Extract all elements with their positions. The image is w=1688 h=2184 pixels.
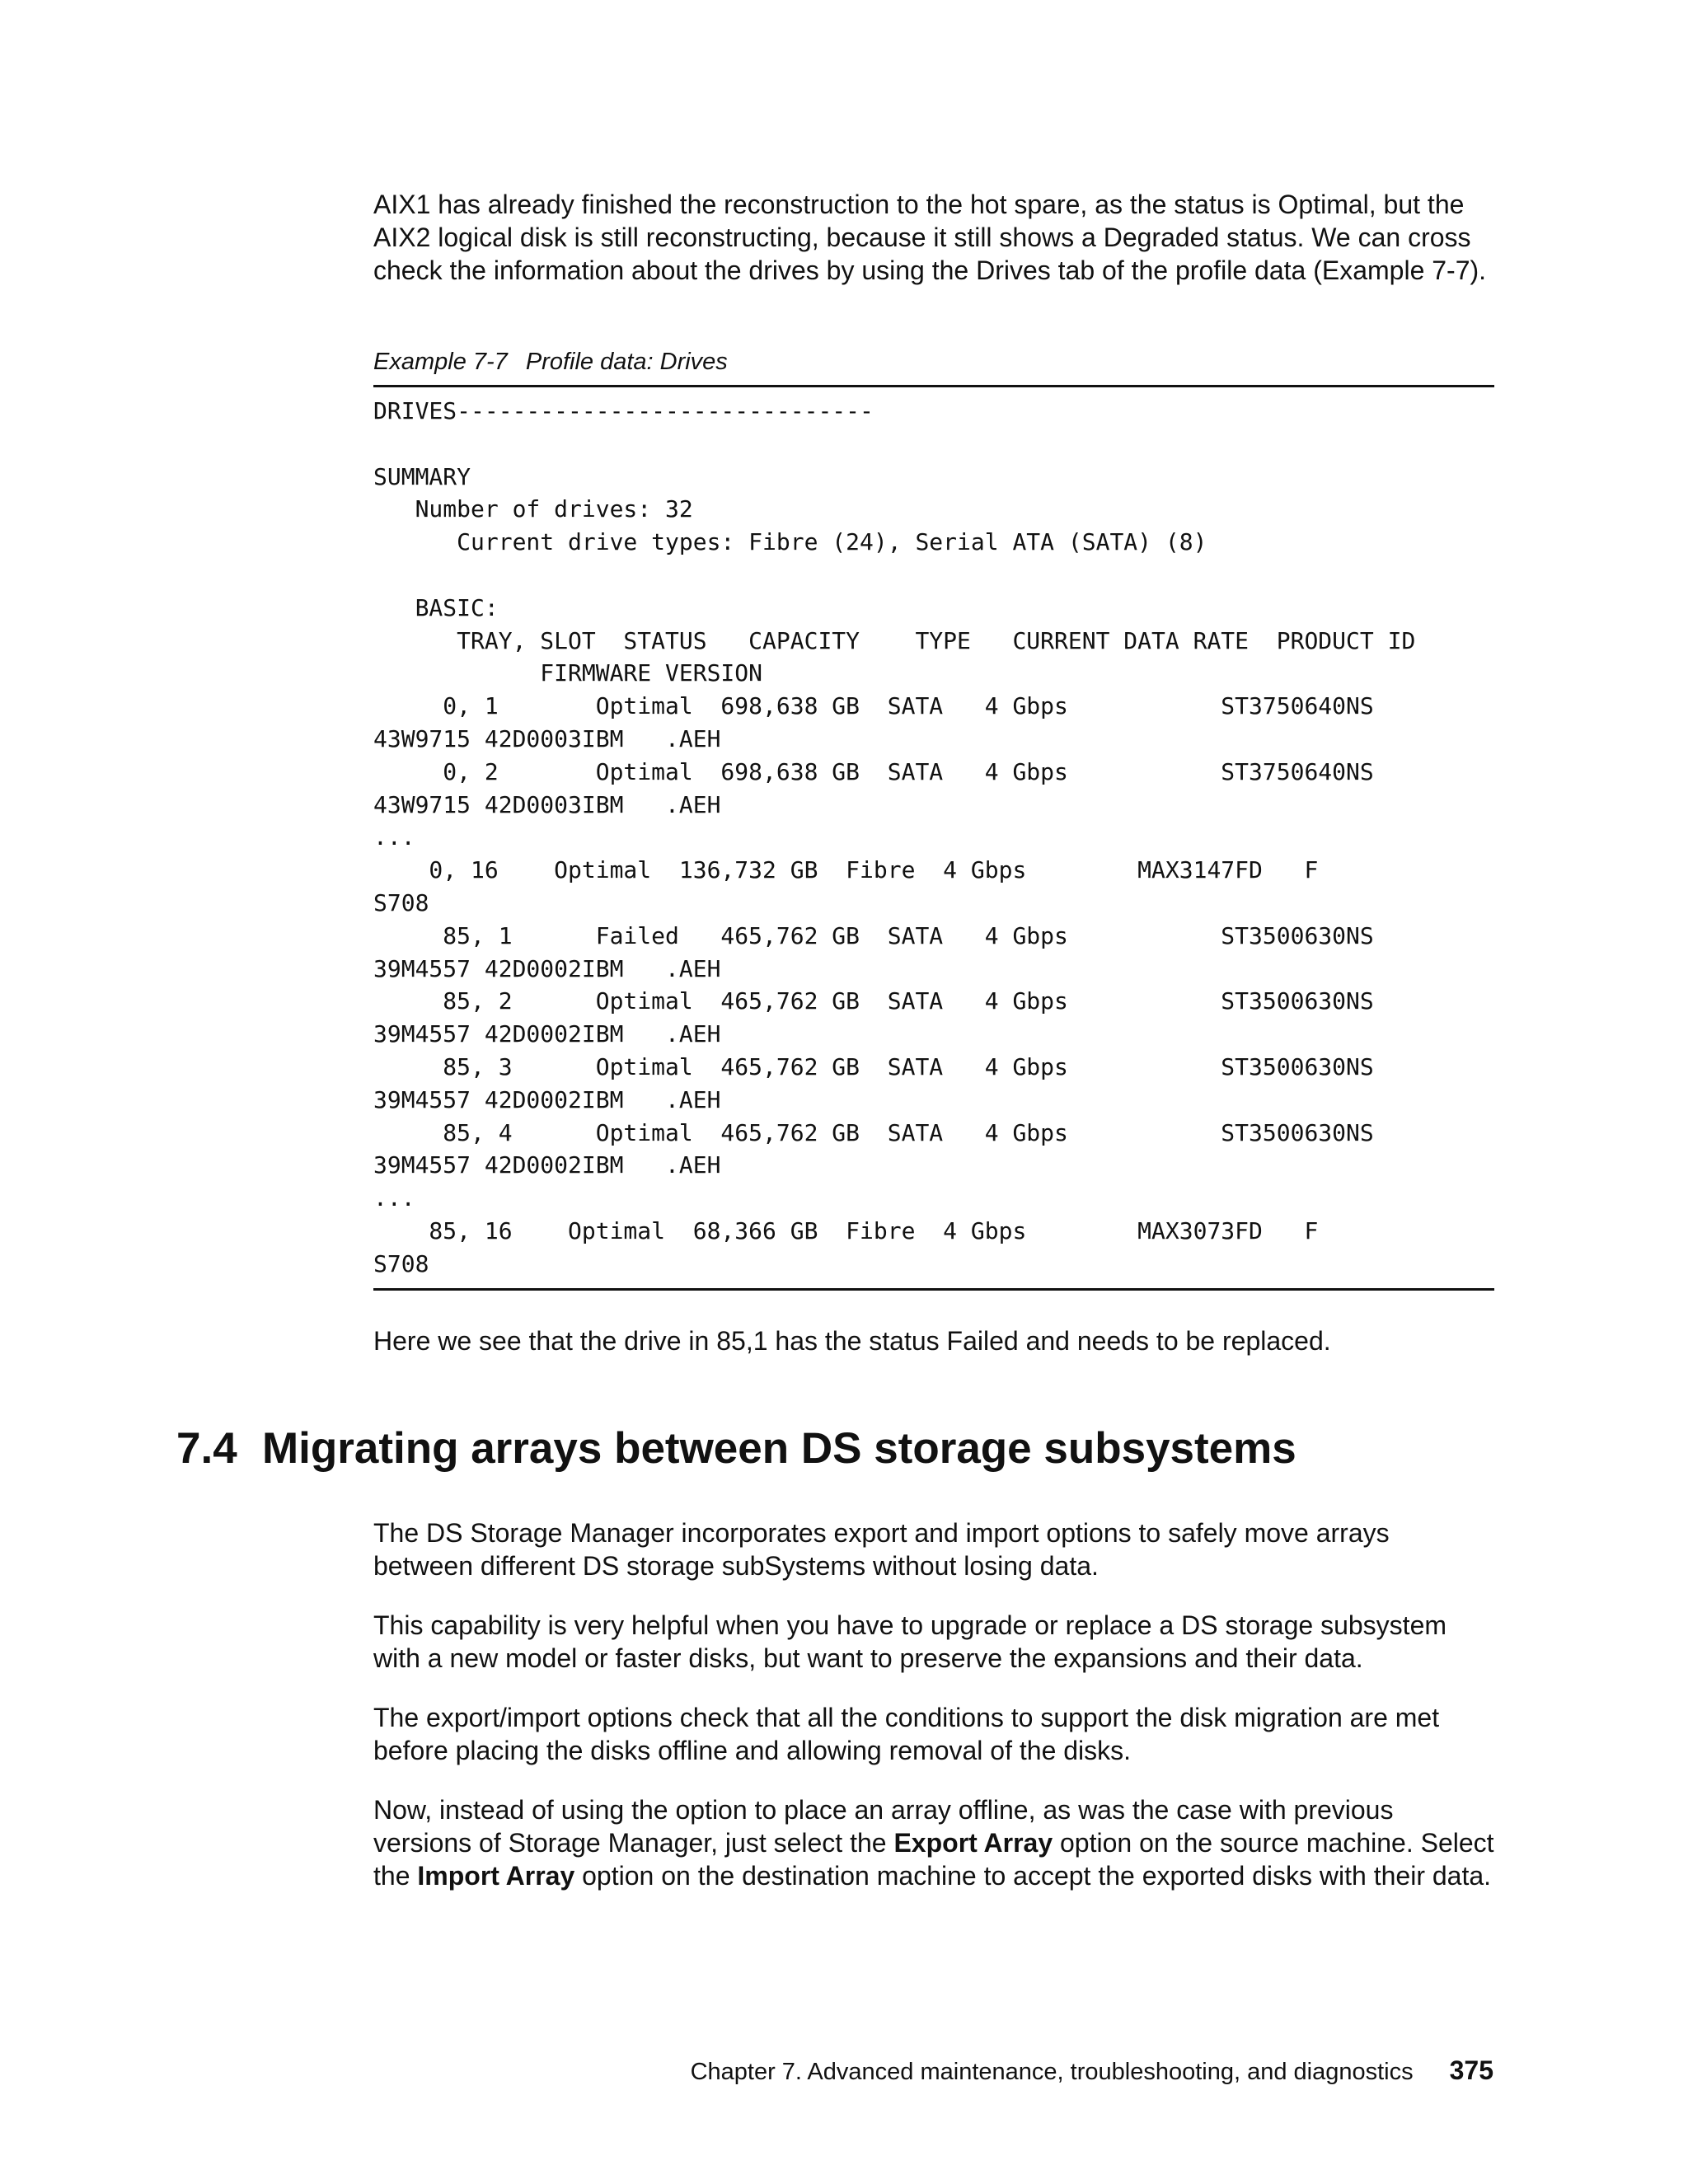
section-title: Migrating arrays between DS storage subsystems [262, 1424, 1296, 1473]
body-paragraph-4 [373, 1793, 1494, 1892]
section-number: 7.4 [176, 1424, 237, 1473]
body-paragraph-1: The DS Storage Manager incorporates export and import options to safely move arrays between different DS storage subSystems without losing data. [373, 1518, 1390, 1581]
footer-chapter-title: Chapter 7. Advanced maintenance, troubleshooting, and diagnostics [690, 2059, 1414, 2085]
drives-profile-code-block: DRIVES------------------------------ SUMMARY Number of drives: 32 Current drive types: Fibre (24), Serial ATA (SATA) (8) BASIC: TRAY, SLOT STATUS CAPACITY TYPE CURRENT DATA RATE PRODUCT ID FIRMWARE VERSION 0, 1 Optimal 698,638 GB SATA 4 Gbps ST3750640NS 43W9715 42D0003IBM .AEH 0, 2 Optimal 698,638 GB SATA 4 Gbps ST3750640NS 43W9715 42D0003IBM .AEH ... 0, 16 Optimal 136,732 GB Fibre 4 Gbps MAX3147FD F S708 85, 1 Failed 465,762 GB SATA 4 Gbps ST3500630NS 39M4557 42D0002IBM .AEH 85, 2 Optimal 465,762 GB SATA 4 Gbps ST3500630NS 39M4557 42D0002IBM .AEH 85, 3 Optimal 465,762 GB SATA 4 Gbps ST3500630NS 39M4557 42D0002IBM .AEH 85, 4 Optimal 465,762 GB SATA 4 Gbps ST3500630NS 39M4557 42D0002IBM .AEH ... 85, 16 Optimal 68,366 GB Fibre 4 Gbps MAX3073FD F S708 [373, 397, 1416, 1277]
body-paragraph-3: The export/import options check that all the conditions to support the disk migration are met before placing the disks offline and allowing removal of the disks. [373, 1703, 1440, 1765]
body-paragraph-4-text-1: Now, instead of using the option to place an array offline, as was the case with previous versions of Storage Manager, just select the [373, 1795, 1394, 1858]
summary-paragraph: Here we see that the drive in 85,1 has the status Failed and needs to be replaced. [373, 1326, 1331, 1356]
section-heading [176, 1422, 1296, 1475]
example-caption [373, 347, 728, 377]
intro-paragraph: AIX1 has already finished the reconstruction to the hot spare, as the status is Optimal, but the AIX2 logical disk is still reconstructing, because it still shows a Degraded status. We can cross check the information about the drives by using the Drives tab of the profile data (Example 7-7). [373, 190, 1487, 285]
import-array-option: Import Array [417, 1861, 575, 1891]
body-paragraph-4-text-3: option on the destination machine to accept the exported disks with their data. [574, 1861, 1492, 1891]
body-paragraph-2: This capability is very helpful when you have to upgrade or replace a DS storage subsystem with a new model or faster disks, but want to preserve the expansions and their data. [373, 1610, 1447, 1673]
example-title: Profile data: Drives [525, 349, 728, 375]
example-label: Example 7-7 [373, 349, 508, 375]
example-top-rule [373, 385, 1494, 387]
page-footer [691, 2055, 1493, 2087]
export-array-option: Export Array [893, 1828, 1053, 1858]
page-number: 375 [1449, 2055, 1493, 2085]
body-paragraph-4-text-2: option on the source machine. Select the [373, 1828, 1494, 1891]
example-bottom-rule [373, 1288, 1494, 1291]
